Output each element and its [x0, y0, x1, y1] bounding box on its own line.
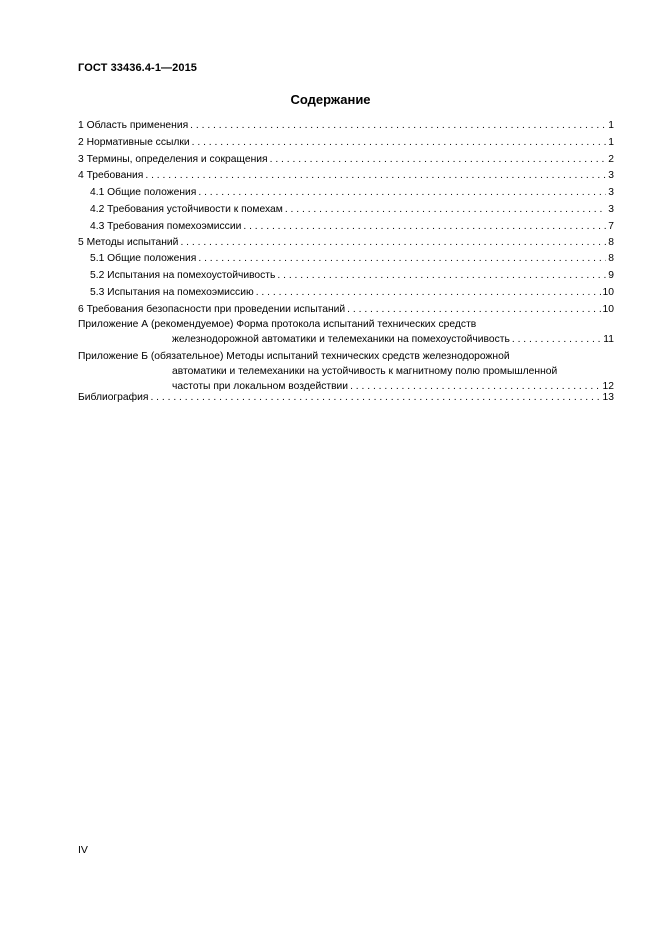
toc-entry-page: 2 — [608, 154, 614, 165]
page-number: IV — [78, 844, 88, 856]
toc-entry-page: 3 — [608, 204, 614, 215]
toc-entry-4-2[interactable] — [78, 202, 614, 217]
toc-entry-page: 3 — [608, 170, 614, 181]
standard-code: ГОСТ 33436.4-1—2015 — [78, 62, 198, 74]
toc-entry-text-continued: автоматики и телемеханики на устойчивость к магнитному полю промышленной — [172, 366, 558, 377]
toc-entry-requirements[interactable] — [78, 168, 614, 183]
toc-entry-test-methods[interactable] — [78, 235, 614, 250]
toc-entry-page: 8 — [608, 237, 614, 248]
toc-entry-page: 13 — [602, 392, 614, 403]
toc-entry-5-2[interactable] — [78, 268, 614, 283]
toc-entry-text-continued: железнодорожной автоматики и телемеханики на помехоустойчивость — [172, 334, 510, 345]
toc-entry-page: 10 — [602, 287, 614, 298]
toc-entry-page: 12 — [602, 381, 614, 392]
toc-entry-4-3[interactable] — [78, 219, 614, 234]
toc-entry-text-continued: частоты при локальном воздействии — [172, 381, 349, 392]
toc-entry-page: 8 — [608, 253, 614, 264]
toc-entry-page: 7 — [608, 221, 614, 232]
toc-entry-text: 2 Нормативные ссылки — [78, 137, 190, 148]
toc-entry-appendix-b[interactable] — [78, 349, 614, 394]
toc-entry-page: 1 — [608, 120, 614, 131]
toc-entry-text: 5 Методы испытаний — [78, 237, 179, 248]
toc-entry-text: 5.2 Испытания на помехоустойчивость — [90, 270, 276, 281]
toc-entry-text: 6 Требования безопасности при проведении испытаний — [78, 304, 346, 315]
toc-entry-5-3[interactable] — [78, 285, 614, 300]
toc-entry-page: 3 — [608, 187, 614, 198]
toc-entry-text: 3 Термины, определения и сокращения — [78, 154, 268, 165]
toc-title: Содержание — [290, 92, 371, 107]
toc-entry-text: Приложение А (рекомендуемое) Форма протокола испытаний технических средств — [78, 319, 477, 330]
toc-entry-text: 5.1 Общие положения — [90, 253, 197, 264]
toc-entry-text: 4.1 Общие положения — [90, 187, 197, 198]
toc-entry-normative-references[interactable] — [78, 135, 614, 150]
toc-entry-4-1[interactable] — [78, 185, 614, 200]
toc-entry-terms[interactable] — [78, 152, 614, 167]
toc-entry-bibliography[interactable] — [78, 390, 614, 405]
toc-entry-scope[interactable] — [78, 118, 614, 133]
toc-entry-text: 4 Требования — [78, 170, 144, 181]
toc-entry-page: 1 — [608, 137, 614, 148]
toc-entry-text: 1 Область применения — [78, 120, 189, 131]
toc-entry-page: 9 — [608, 270, 614, 281]
toc-entry-page: 10 — [602, 304, 614, 315]
toc-entry-text: Приложение Б (обязательное) Методы испытаний технических средств железнодорожной — [78, 351, 510, 362]
toc-entry-5-1[interactable] — [78, 251, 614, 266]
toc-entry-page: 11 — [603, 334, 614, 345]
toc-entry-text: 4.2 Требования устойчивости к помехам — [90, 204, 283, 215]
toc-entry-appendix-a[interactable] — [78, 317, 614, 347]
toc-entry-text: 4.3 Требования помехоэмиссии — [90, 221, 242, 232]
toc-entry-text: Библиография — [78, 392, 149, 403]
toc-entry-text: 5.3 Испытания на помехоэмиссию — [90, 287, 254, 298]
toc-entry-safety[interactable] — [78, 302, 614, 317]
